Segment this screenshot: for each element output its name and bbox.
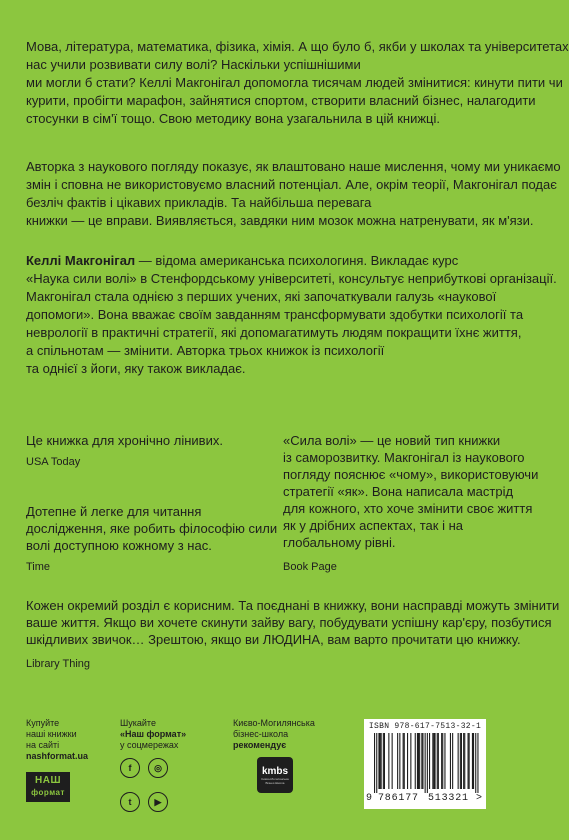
barcode-bar — [458, 733, 459, 789]
barcode-bar — [403, 733, 404, 789]
isbn-text: ISBN 978-617-7513-32-1 — [368, 722, 482, 731]
barcode-box — [364, 719, 486, 809]
text-line: Авторка з наукового погляду показує, як влаштовано наше мислення, чому ми уникаємо — [26, 159, 561, 174]
barcode-bar — [419, 733, 420, 789]
barcode-bar — [388, 733, 389, 789]
website-link[interactable]: nashformat.ua — [26, 751, 89, 761]
barcode-bar — [397, 733, 398, 789]
quote-text: із саморозвитку. Макгонігал із наукового — [283, 450, 525, 465]
barcode-bar — [444, 733, 445, 789]
barcode-bar — [461, 733, 462, 789]
barcode-bar — [475, 733, 476, 793]
text-line: курити, пробігти марафон, зайнятися спортом, створити власний бізнес, налагодити — [26, 93, 536, 108]
barcode-bar — [421, 733, 422, 789]
barcode-bar — [437, 733, 438, 789]
quote-text: Дотепне й легке для читання — [26, 504, 202, 519]
quote-time — [26, 503, 277, 574]
barcode-bar — [433, 733, 434, 789]
buy-text: наші книжки — [26, 729, 77, 739]
quote-usa-today — [26, 432, 223, 469]
barcode-bar — [399, 733, 400, 789]
quote-source: Library Thing — [26, 658, 90, 670]
text-line: безліч фактів і цікавих прикладів. Та найбільша перевага — [26, 195, 372, 210]
text-line: змін і сповна не використовуємо власний потенціал. Але, окрім теорії, Макгонігал подає — [26, 177, 557, 192]
barcode-bar — [417, 733, 418, 789]
quote-text: глобальному рівні. — [283, 535, 396, 550]
kmbs-text: Києво-Могилянська — [233, 718, 315, 728]
logo-text: НАШ — [35, 775, 61, 786]
intro-paragraph — [26, 38, 569, 128]
kmbs-text: бізнес-школа — [233, 729, 289, 739]
barcode-digits-left: 786177 — [378, 793, 419, 804]
barcode-digit: 9 — [366, 793, 373, 804]
barcode-bar — [383, 733, 384, 789]
barcode-bar — [392, 733, 393, 789]
barcode-bar — [380, 733, 381, 789]
barcode-bar — [384, 733, 385, 789]
barcode-bar — [435, 733, 436, 789]
barcode-digits-right: 513321 — [428, 793, 469, 804]
text-line: книжки — це вправи. Виявляється, завдяки ним мозок можна натренувати, як м'язи. — [26, 213, 534, 228]
kmbs-logo-word: kmbs — [261, 765, 289, 777]
barcode-bar — [381, 733, 382, 789]
quote-text: волі доступною кожному з нас. — [26, 538, 212, 553]
text-line: допомоги». Вона вважає своїм завданням трансформувати здобутки психології та — [26, 307, 524, 322]
twitter-icon[interactable]: t — [120, 792, 140, 812]
quote-text: ваше життя. Якщо ви хочете скинути зайву вагу, побудувати успішну кар'єру, позбутися — [26, 615, 552, 630]
text-line: Мова, література, математика, фізика, хімія. А що було б, якби у школах та університетах — [26, 39, 569, 54]
text-line: неврології в практичні стратегії, які допомагатимуть людям покращити їхнє життя, — [26, 325, 522, 340]
instagram-icon[interactable]: ◎ — [148, 758, 168, 778]
barcode-bar — [441, 733, 442, 789]
barcode-bar — [425, 733, 426, 793]
barcode-bar — [452, 733, 453, 789]
barcode-bar — [378, 733, 379, 789]
barcode-bar — [418, 733, 419, 789]
science-paragraph — [26, 158, 561, 230]
kmbs-block — [233, 718, 315, 751]
quote-text: шкідливих звичок… Зрештою, якщо ви ЛЮДИНА, вам варто прочитати цю книжку. — [26, 632, 521, 647]
text-line: а спільнотам — змінити. Авторка трьох книжок із психології — [26, 343, 385, 358]
barcode-bar — [477, 733, 478, 793]
barcode-bar — [442, 733, 443, 789]
barcode-bar — [410, 733, 411, 789]
quote-text: Це книжка для хронічно лінивих. — [26, 433, 223, 448]
barcode-bar — [404, 733, 405, 789]
author-name: Келлі Макгонігал — [26, 253, 136, 268]
social-text: у соцмережах — [120, 740, 179, 750]
barcode-bar — [427, 733, 428, 793]
barcode-bar — [464, 733, 465, 789]
nash-format-logo — [26, 772, 70, 802]
quote-source: Time — [26, 561, 51, 573]
quote-library-thing — [26, 597, 559, 671]
quote-text: дослідження, яке робить філософію сили — [26, 521, 278, 536]
social-block — [120, 718, 186, 751]
quote-text: стратегії «як». Вона написала мастрід — [283, 484, 514, 499]
barcode-bar — [432, 733, 433, 789]
author-paragraph — [26, 252, 557, 378]
barcode-bar — [460, 733, 461, 789]
youtube-icon[interactable]: ▶ — [148, 792, 168, 812]
buy-text: на сайті — [26, 740, 60, 750]
barcode-bar — [438, 733, 439, 789]
buy-text: Купуйте — [26, 718, 60, 728]
quote-source: USA Today — [26, 456, 81, 468]
text-line: стосунки в сім'ї тощо. Свою методику вона узагальнила в цій книжці. — [26, 111, 441, 126]
quote-text: Кожен окремий розділ є корисним. Та поєднані в книжку, вони насправді можуть змінити — [26, 598, 560, 613]
barcode-bar — [473, 733, 474, 789]
text-line: нас учили розвивати силу волі? Наскільки успішнішими — [26, 57, 361, 72]
quote-book-page — [283, 432, 538, 574]
barcode-bar — [463, 733, 464, 789]
buy-block — [26, 718, 88, 762]
kmbs-recommends: рекомендує — [233, 740, 287, 750]
quote-text: «Сила волі» — це новий тип книжки — [283, 433, 501, 448]
text-line: Макгонігал стала однією з перших учених, які започаткували галузь «наукової — [26, 289, 497, 304]
barcode-bar — [376, 733, 377, 793]
social-icons — [120, 758, 170, 812]
social-text: Шукайте — [120, 718, 156, 728]
barcode-bar — [450, 733, 451, 789]
barcode-bar — [469, 733, 470, 789]
quote-source: Book Page — [283, 561, 337, 573]
barcode-bar — [429, 733, 430, 789]
barcode-bar — [415, 733, 416, 789]
barcode-bar — [374, 733, 375, 793]
text-line: «Наука сили волі» в Стенфордському університеті, консультує неприбуткові організації. — [26, 271, 557, 286]
kmbs-logo-sub: Києво-Могилянська Бізнес-Школа — [261, 776, 289, 785]
author-intro: — відома американська психологиня. Викладає курс — [135, 253, 459, 268]
barcode-bar — [468, 733, 469, 789]
logo-text: формат — [31, 788, 65, 797]
quote-text: погляду пояснює «чому», використовуючи — [283, 467, 539, 482]
barcode-bar — [422, 733, 423, 789]
barcode-icon — [364, 731, 486, 793]
text-line: та однієї з йоги, яку також викладає. — [26, 361, 246, 376]
barcode-bar — [407, 733, 408, 789]
quote-text: як у дрібних аспектах, так і на — [283, 518, 463, 533]
author-first-line — [26, 252, 557, 270]
barcode-bar — [472, 733, 473, 789]
kmbs-logo — [257, 757, 293, 793]
quote-text: для кожного, хто хоче змінити своє життя — [283, 501, 533, 516]
text-line: ми могли б стати? Келлі Макгонігал допомогла тисячам людей змінитися: кинути пити чи — [26, 75, 563, 90]
facebook-icon[interactable]: f — [120, 758, 140, 778]
barcode-arrow: > — [476, 793, 483, 804]
barcode-digits — [364, 793, 486, 807]
social-brand: «Наш формат» — [120, 729, 187, 739]
